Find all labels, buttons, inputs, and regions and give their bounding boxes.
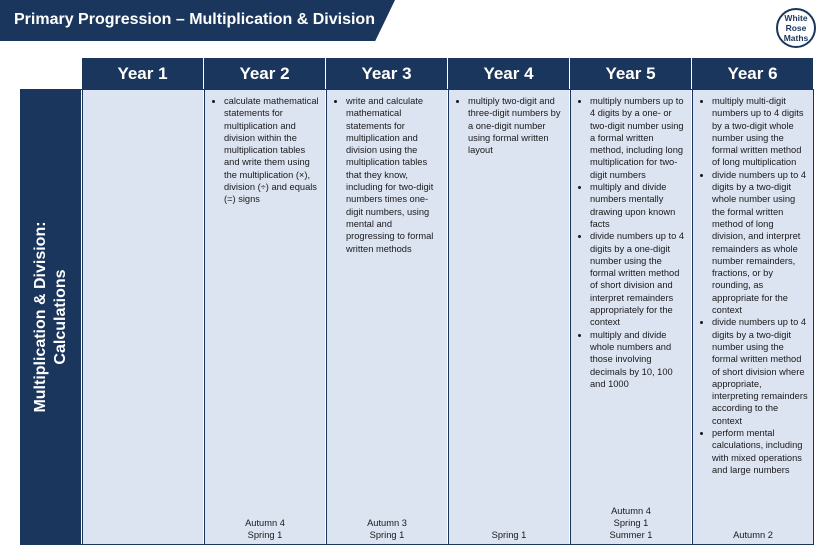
row-label-line-2: Calculations	[51, 269, 69, 365]
year-header-4: Year 4	[448, 58, 569, 89]
scheme-reference-line: Spring 1	[369, 530, 405, 540]
scheme-reference	[571, 505, 691, 541]
objective-item: • divide numbers up to 4 digits by a two-digit number using the formal written method of short division where appropriate, interpreting remainders according to the context	[712, 316, 809, 427]
logo-line-1: White	[784, 13, 808, 23]
scheme-reference	[327, 517, 447, 541]
scheme-reference	[693, 529, 813, 541]
year-column-5	[570, 89, 691, 545]
year-column-6	[692, 89, 813, 545]
year-header-1: Year 1	[82, 58, 203, 89]
logo-line-2: Rose	[785, 23, 807, 33]
objective-item: • multiply numbers up to 4 digits by a one- or two-digit number using a formal written method, including long multiplication for two-digit numbers	[590, 95, 687, 181]
page-title: Primary Progression – Multiplication & Division	[14, 11, 375, 28]
objective-list	[449, 89, 569, 156]
year-column-4	[448, 89, 569, 545]
logo-line-3: Maths	[783, 33, 809, 43]
objective-item: • write and calculate mathematical statements for multiplication and division using the multiplication tables that they know, including for two-digit numbers times one-digit numbers, using mental and progressing to formal written methods	[346, 95, 443, 255]
year-header-3: Year 3	[326, 58, 447, 89]
year-column-2	[204, 89, 325, 545]
scheme-reference-line: Spring 1	[613, 518, 649, 528]
objective-item: • multiply and divide whole numbers and those involving decimals by 10, 100 and 1000	[590, 329, 687, 390]
scheme-reference-line: Spring 1	[491, 530, 527, 540]
row-label	[31, 221, 71, 412]
scheme-reference-line: Summer 1	[609, 530, 653, 540]
objective-item: • divide numbers up to 4 digits by a one-digit number using the formal written method of short division and interpret remainders appropriately for the context	[590, 230, 687, 328]
objective-item: • multiply and divide numbers mentally drawing upon known facts	[590, 181, 687, 230]
objective-list	[571, 89, 691, 390]
scheme-reference-line: Spring 1	[247, 530, 283, 540]
scheme-reference-line: Autumn 3	[367, 518, 407, 528]
year-header-5: Year 5	[570, 58, 691, 89]
row-label-line-1: Multiplication & Division:	[31, 221, 49, 413]
year-header-6: Year 6	[692, 58, 813, 89]
objective-item: • divide numbers up to 4 digits by a two-digit whole number using the formal written method of long division, and interpret remainders as whole number remainders, fractions, or by rounding, as appropriate for the context	[712, 169, 809, 317]
objective-list	[83, 89, 203, 95]
objective-list	[327, 89, 447, 255]
scheme-reference-line: Autumn 4	[611, 506, 651, 516]
objective-item: • calculate mathematical statements for multiplication and division within the multiplication tables and write them using the multiplication (×), division (÷) and equals (=) signs	[224, 95, 321, 206]
objective-list	[693, 89, 813, 476]
scheme-reference-line: Autumn 2	[733, 530, 773, 540]
scheme-reference-line: Autumn 4	[245, 518, 285, 528]
objective-list	[205, 89, 325, 206]
objective-item: • multiply multi-digit numbers up to 4 digits by a two-digit whole number using the formal written method of long multiplication	[712, 95, 809, 169]
objective-item: • multiply two-digit and three-digit numbers by a one-digit number using formal written layout	[468, 95, 565, 156]
objective-item: • perform mental calculations, including with mixed operations and large numbers	[712, 427, 809, 476]
row-label-cell	[20, 89, 81, 545]
white-rose-maths-logo	[776, 8, 816, 48]
scheme-reference	[205, 517, 325, 541]
year-header-2: Year 2	[204, 58, 325, 89]
year-column-3	[326, 89, 447, 545]
scheme-reference	[449, 529, 569, 541]
year-column-1	[82, 89, 203, 545]
